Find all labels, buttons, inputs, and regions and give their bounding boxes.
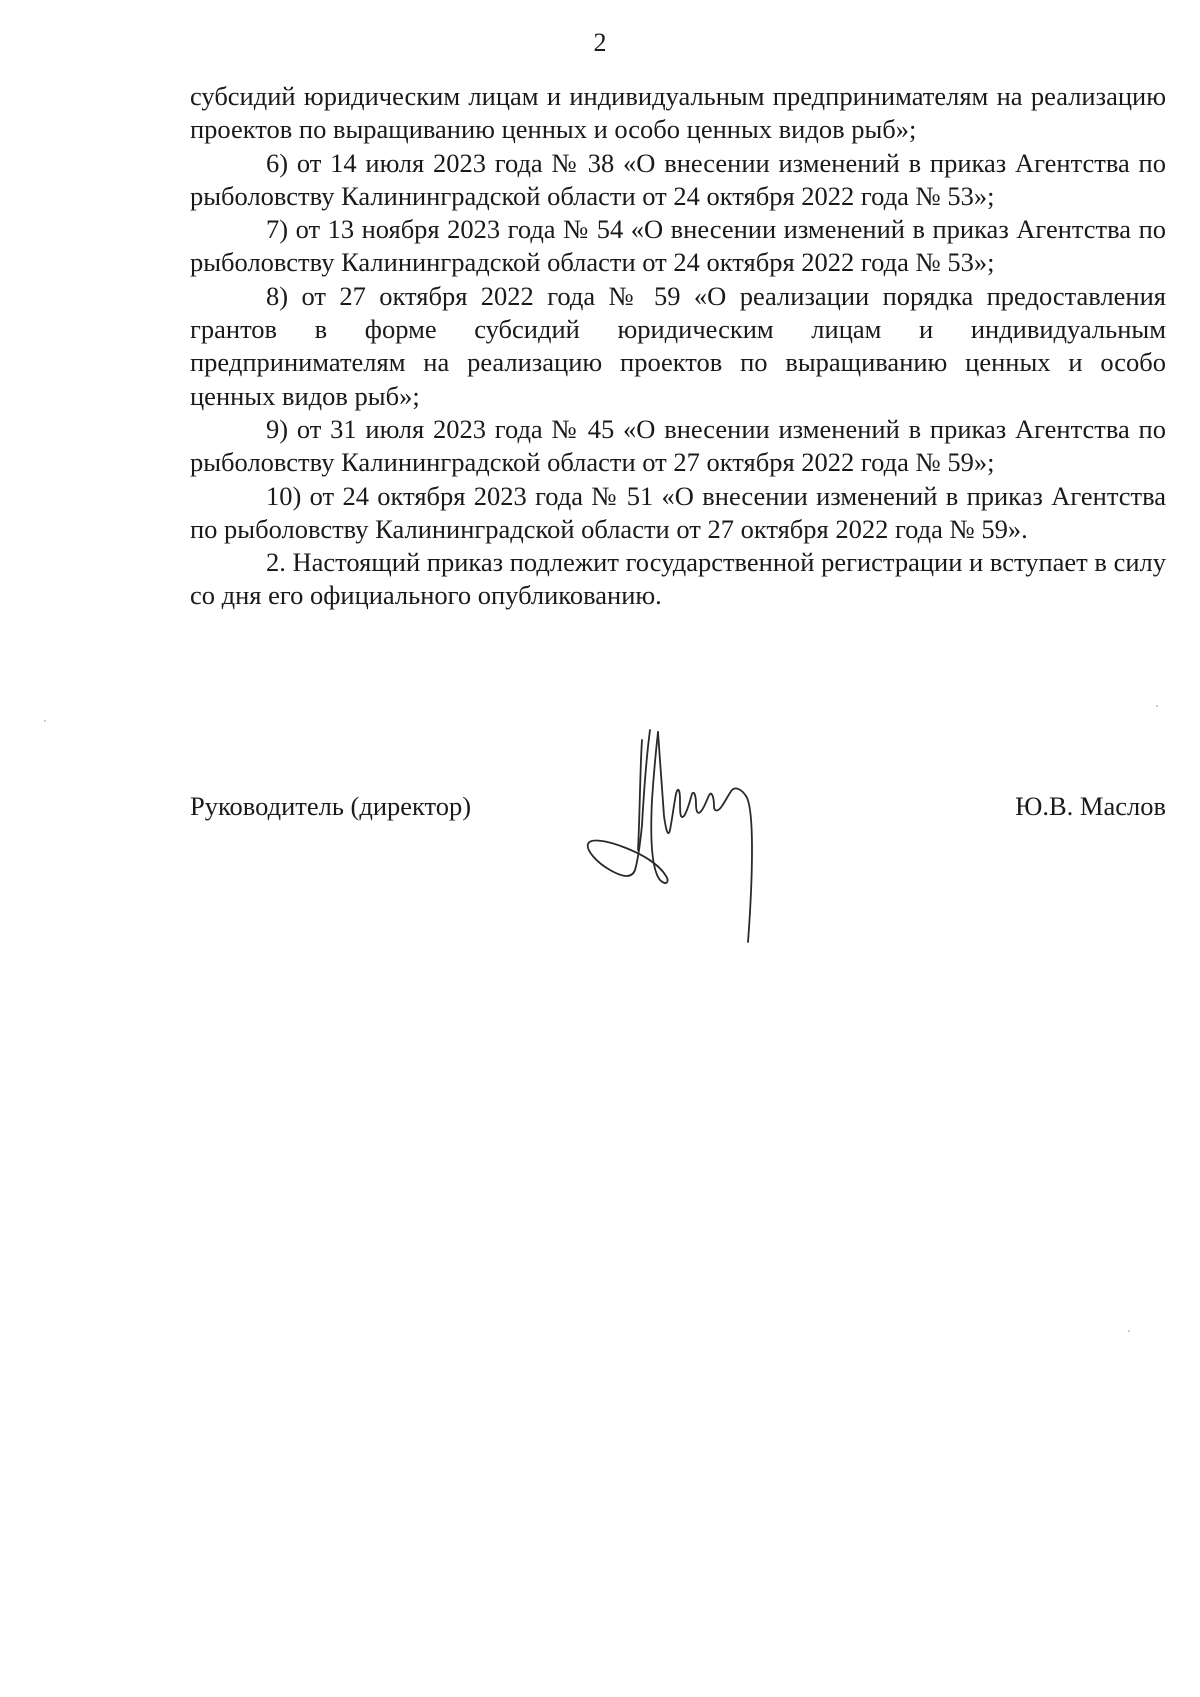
- page-number: 2: [593, 28, 607, 57]
- list-item-8: 8) от 27 октября 2022 года № 59 «О реализации порядка предоставления грантов в форме субсидий юридическим лицам и индивидуальным предпринимателям на реализацию проектов по выращиванию ценных и особо ценных видов рыб»;: [190, 280, 1166, 411]
- document-body: [190, 80, 1166, 613]
- list-item-10: 10) от 24 октября 2023 года № 51 «О внесении изменений в приказ Агентства по рыболовству Калининградской области от 27 октября 2022 года № 59».: [190, 480, 1166, 544]
- signatory-name: Ю.В. Маслов: [1015, 791, 1166, 821]
- handwritten-signature: [580, 720, 840, 950]
- scan-artifact: [1156, 705, 1158, 707]
- paragraph-continuation: субсидий юридическим лицам и индивидуальным предпринимателям на реализацию проектов по выращиванию ценных и особо ценных видов рыб»;: [190, 81, 1166, 145]
- scan-artifact: [1128, 1330, 1130, 1332]
- signatory-position: Руководитель (директор): [190, 791, 472, 821]
- list-item-7: 7) от 13 ноября 2023 года № 54 «О внесении изменений в приказ Агентства по рыболовству Калининградской области от 24 октября 2022 года № 53»;: [190, 214, 1166, 278]
- clause-2: 2. Настоящий приказ подлежит государственной регистрации и вступает в силу со дня его официального опубликованию.: [190, 547, 1166, 611]
- list-item-9: 9) от 31 июля 2023 года № 45 «О внесении изменений в приказ Агентства по рыболовству Калининградской области от 27 октября 2022 года № 59»;: [190, 413, 1166, 478]
- scan-artifact: [44, 720, 46, 722]
- list-item-6: 6) от 14 июля 2023 года № 38 «О внесении изменений в приказ Агентства по рыболовству Калининградской области от 24 октября 2022 года № 53»;: [190, 147, 1166, 211]
